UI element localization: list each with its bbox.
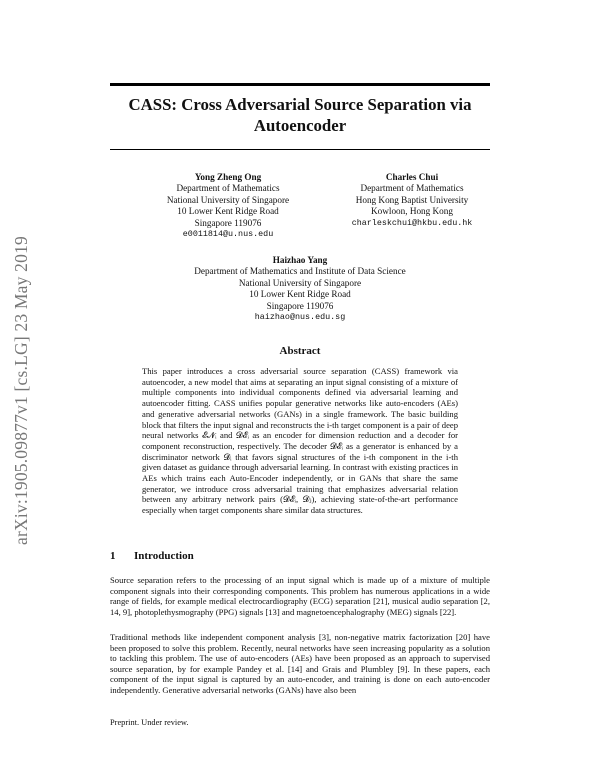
author-email: e0011814@u.nus.edu <box>182 229 274 240</box>
preprint-footer: Preprint. Under review. <box>110 718 189 727</box>
author-block-1 <box>138 172 318 240</box>
author-name: Charles Chui <box>385 172 439 182</box>
author-street: Kowloon, Hong Kong <box>371 206 453 217</box>
author-department: Department of Mathematics <box>360 183 464 194</box>
abstract-text: This paper introduces a cross adversarial source separation (CASS) framework via autoencoder, a new model that aims at separating an input signal consisting of a mixture of multiple components into individual components defined via adversarial learning and autoencoder fitting. CASS unifies popular generative networks like auto-encoders (AEs) and generative adversarial networks (GANs) in a single framework. The basic building block that filters the input signal and reconstructs the i-th target component is a pair of deep neural networks 𝓔𝓝ᵢ and 𝓓𝓔ᵢ as an encoder for dimension reduction and a decoder for component reconstruction, respectively. The decoder 𝓓𝓔ᵢ as a generator is enhanced by a discriminator network 𝓓ᵢ that favors signal structures of the i-th component in the i-th given dataset as guidance through adversarial learning. In contrast with existing practices in AEs which trains each Auto-Encoder independently, or in GANs that share the same generator, we introduce cross adversarial training that emphasizes adversarial relation between any arbitrary network pairs (𝓓𝓔ᵢ, 𝓓ⱼ), achieving state-of-the-art performance especially when target components share similar data structures. <box>142 366 458 516</box>
section-title: Introduction <box>134 550 194 562</box>
title-rule-bottom <box>110 149 490 150</box>
author-block-3 <box>150 255 450 323</box>
intro-paragraph-2: Traditional methods like independent component analysis [3], non-negative matrix factorization [20] have been proposed to solve this problem. Recently, neural networks have seen increasing popularity as a solution to tackling this problem. The use of auto-encoders (AEs) have been proposed as an approach to supervised source separation, by for example Pandey et al. [14] and Grais and Plumbley [9]. In these papers, each component of the input signal is captured by an auto-encoder, and training is done on each auto-encoder independently. Generative adversarial networks (GANs) have also been <box>110 632 490 695</box>
paper-title <box>110 94 490 136</box>
section-number: 1 <box>110 550 116 562</box>
author-department: Department of Mathematics and Institute of Data Science <box>194 266 406 277</box>
author-name: Yong Zheng Ong <box>194 172 262 182</box>
author-email: haizhao@nus.edu.sg <box>254 312 346 323</box>
author-institution: Hong Kong Baptist University <box>355 194 469 205</box>
author-city: Singapore 119076 <box>266 300 334 311</box>
author-block-2 <box>322 172 502 229</box>
paper-title-line-2: Autoencoder <box>253 116 347 135</box>
author-street: 10 Lower Kent Ridge Road <box>177 206 279 217</box>
author-street: 10 Lower Kent Ridge Road <box>249 289 351 300</box>
arxiv-sidebar-stamp <box>8 200 34 580</box>
author-email: charleskchui@hkbu.edu.hk <box>351 217 473 228</box>
author-department: Department of Mathematics <box>176 183 280 194</box>
author-city: Singapore 119076 <box>194 217 262 228</box>
abstract-heading: Abstract <box>279 345 321 357</box>
paper-title-line-1: CASS: Cross Adversarial Source Separation via <box>128 95 472 114</box>
author-name: Haizhao Yang <box>272 255 328 265</box>
intro-paragraph-1: Source separation refers to the processing of an input signal which is made up of a mixture of multiple component signals into their corresponding components. This problem has numerous applications in a wide range of fields, for example medical electrocardiography (ECG) separation [21], musical audio separation [2, 14, 9], photoplethysmography (PPG) signals [13] and magnetoencephalography (MEG) signals [22]. <box>110 575 490 617</box>
author-institution: National University of Singapore <box>238 277 362 288</box>
author-institution: National University of Singapore <box>166 194 290 205</box>
section-heading-introduction <box>110 550 194 562</box>
arxiv-identifier: arXiv:1905.09877v1 [cs.LG] 23 May 2019 <box>10 235 31 545</box>
title-rule-top <box>110 83 490 86</box>
